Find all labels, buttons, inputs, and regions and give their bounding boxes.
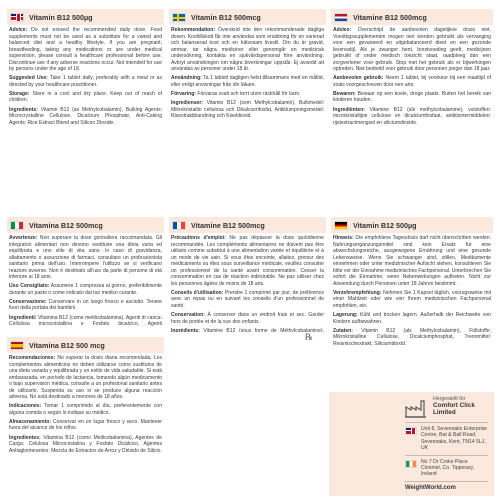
panel-es-header (7, 337, 164, 353)
panel-it-storage: Conservazione: Conservare in un luogo fresco e asciutto. Tenere fuori dalla portata dei bambini. (9, 298, 162, 312)
panel-de-header (331, 217, 493, 233)
panel-it-title: Vitamina B12 500mcg (29, 220, 103, 230)
panel-fr-usage: Conseils d'utilisation: Prendre 1 comprimé par jour, de préférence avec un repas ou en suivant les conseils d'un professionnel de santé. (171, 289, 324, 309)
panel-nl-usage: Aanbevolen gebruik: Neem 1 tablet, bij voorkeur bij een maaltijd of zoals voorgeschreven door een arts. (333, 75, 491, 88)
fr-flag-icon (172, 221, 186, 230)
panel-es-storage: Almacenamiento: Conservar en un lugar fresco y seco. Mantener fuera del alcance de los niños. (9, 418, 162, 432)
panel-se-usage: Användning: Ta 1 tablett dagligen helst tillsammans med en måltid, eller enligt anvisningar från din läkare. (171, 75, 324, 88)
manufacturer-ie-address: No 7 Dr Croke Place Clonmel, Co. Tipperary, Ireland (421, 458, 475, 478)
panel-it (7, 217, 164, 327)
uk-flag-icon (10, 13, 24, 22)
uk-flag-icon (405, 427, 417, 435)
panel-se-storage: Förvaring: Förvaras svalt och torrt utom räckhåll för barn. (171, 90, 301, 97)
panel-se-title: Vitamin B12 500mcg (191, 12, 261, 22)
panel-se (169, 9, 326, 214)
r-icon: ℞ (305, 332, 314, 342)
panel-es-body (7, 355, 164, 454)
panel-nl-body (331, 27, 493, 126)
panel-fr-title: Vitamine B12 500mcg (191, 220, 265, 230)
panel-en-usage: Suggested Use: Take 1 tablet daily, preferably with a meal or as directed by your healthcare practitioner. (9, 75, 162, 88)
panel-de-storage: Lagerung: Kühl und trocken lagern. Außerhalb der Reichweite von Kindern aufbewahren. (333, 312, 491, 325)
panel-it-advice: Avvertenze: Non superare la dose giornaliera raccomandata. Gli integratori alimentari non devono sostituire una dieta varia ed equilibrata e uno stile di vita sano. In caso di gravidanza, allattamento o assunzione di farmaci, consultare un professionista sanitario prima dell'uso. Interrompere l'utilizzo se si verificano reazioni avverse. Non è destinato all'uso da parte di persone di età inferiore ai 18 anni. (9, 235, 162, 281)
es-flag-icon (10, 341, 24, 350)
de-flag-icon (334, 221, 348, 230)
panel-it-body (7, 235, 164, 327)
panel-de (331, 217, 493, 387)
panel-es-ingredients: Ingredientes: Vitamina B12 (como Metilcobalamina), Agentes de Carga: Celulosa Microcristalina y Fosfato Dicálcico, Agentes Antiaglomerantes: Mezcla de Extractos de Arroz y Dióxido de Silicio. (9, 434, 162, 454)
manufacturer-divider (405, 455, 488, 456)
panel-nl (331, 9, 493, 214)
panel-nl-header (331, 9, 493, 25)
panel-de-body (331, 235, 493, 347)
panel-es-usage: Indicaciones: Tomar 1 comprimido al día, preferentemente con alguna comida o según lo indique su médico. (9, 403, 162, 416)
manufacturer-divider (405, 481, 488, 482)
panel-de-title: Vitamin B12 500µg (353, 220, 417, 230)
panel-es-title: Vitamina B12 500 mcg (29, 340, 105, 350)
panel-fr-ingredients: Ingrédients: Vitamine B12 (sous forme de Méthylcobalamine), (171, 327, 324, 332)
se-flag-icon (172, 13, 186, 22)
panel-fr-header (169, 217, 326, 233)
panel-nl-title: Vitamine B12 500mcg (353, 12, 427, 22)
panel-it-usage: Uso Consigliato: Assumere 1 compressa al giorno, preferibilmente durante un pasto o come indicato dal tuo medico curante. (9, 283, 162, 296)
manufacturer-heading (433, 396, 488, 419)
panel-en-advice: Advice: Do not exceed the recommended daily dose. Food supplements must not be used as a substitute for a varied and balanced diet and a healthy lifestyle. If you are pregnant, breastfeeding, taking any medications or are under medical supervision, please consult a healthcare professional before use. Discontinue use if any adverse reactions occur. Not intended for use by persons under the age of 18. (9, 27, 162, 73)
panel-en-body (7, 27, 164, 126)
manufacturer-block (329, 392, 494, 496)
factory-icon (405, 398, 427, 418)
panel-de-usage: Verzehrempfehlung: Nehmen Sie 1 Kapsel täglich, vorzugsweise mit einer Mahlzeit oder wie von Ihrem medizinischen Fachpersonal empfohlen, ein. (333, 289, 491, 309)
panel-en-ingredients: Ingredients: Vitamin B12 (as Methylcobalamin), Bulking Agents: Microcrystalline Cellulose, Dicalcium Phosphate, Anti-Caking Agents: Rice Extract Blend and Silicon Dioxide. (9, 106, 162, 126)
panel-fr-body (169, 235, 326, 332)
manufacturer-uk-row (405, 426, 488, 452)
panel-fr-advice: Précautions d'emploi: Ne pas dépasser la dose quotidienne recommandée. Les compléments alimentaires ne doivent pas être utilisés comme substitut à une alimentation variée et équilibrée et à un mode de vie sain. Si vous êtes enceinte, allaitez, prenez des médicaments ou êtes sous surveillance médicale, veuillez consulter un professionnel de la santé avant consommation. Cesser la consommation en cas de réaction indésirable. Ne pas utiliser chez les personnes âgées de moins de 18 ans. (171, 235, 324, 287)
manufacturer-ie-row (405, 459, 488, 478)
panel-nl-ingredients: Ingrediënten: Vitamine B12 (als methylcobalamine), vulstoffen: microkristallijne cellulose en dicalciumfosfaat, antiklontermiddelen: rijstextractmengsel en siliciumdioxide. (333, 106, 491, 126)
panel-en-title: Vitamin B12 500µg (29, 12, 93, 22)
panel-it-ingredients: Ingredienti: Vitamina B12 (come metilcobalamina), Agenti di carica: Cellulosa microcristallina e Fosfato bicalcico, Agenti (9, 314, 162, 327)
manufacturer-company: Comfort Click Limited (433, 402, 475, 416)
panel-fr-storage: Conservation: À conserver dans un endroit frais et sec. Garder hors de portée et de la vue des enfants. (171, 312, 324, 325)
panel-fr (169, 217, 326, 332)
panel-en (7, 9, 164, 214)
panel-en-header (7, 9, 164, 25)
panel-en-storage: Storage: Store in a cool and dry place. Keep out of reach of children. (9, 90, 162, 104)
nl-flag-icon (334, 13, 348, 22)
panel-se-ingredients: Ingredienser: Vitamin B12 (som Methylcobalamin), Bulkmedel: Mikrokristallin cellulosa och Dikalciumfosfat, Antiklumpningsmedel: Risextraktblandning och Kiseldioxid. (171, 99, 324, 120)
panel-it-header (7, 217, 164, 233)
panel-se-body (169, 27, 326, 120)
ie-flag-icon (405, 460, 417, 468)
website-link[interactable]: WeightWorld.com (405, 484, 456, 491)
it-flag-icon (10, 221, 24, 230)
manufacturer-uk-address: Unit 8, Sevenoaks Enterprise Centre, Bat & Ball Road, Sevenoaks, Kent, TN14 5LJ, UK (421, 426, 487, 452)
panel-nl-advice: Advies: Overschrijd de aanbevolen dagelijkse dosis niet. Voedingssupplementen mogen niet worden gebruikt als vervanging voor een gevarieerd en uitgebalanceerd dieet en een gezonde levensstijl. Als je zwanger bent, borstvoeding geeft, medicijnen gebruikt of onder medisch toezicht staat, raadpleeg dan een zorgverlener voor gebruik. Stop met het gebruik als er bijwerkingen optreden. Niet bedoeld voor gebruik door personen jonger dan 18 jaar. (333, 27, 491, 73)
panel-se-advice: Rekommendation: Överskrid inte den rekommenderade dagliga dosen. Kosttillskott får inte användas som ersättning för en varierad och balanserad kost och en hälsosam livsstil. Om du är gravid, ammar, tar några mediciner eller genomgår en medicinsk undersökning, kontakta en sjukvårdspersonal före användning. Avbryt användningen om några biverkningar uppstår. Ej avsedd att användas av personer under 18 år. (171, 27, 324, 73)
panel-es (7, 337, 164, 497)
manufacturer-divider (405, 422, 488, 423)
panel-nl-storage: Bewaren: Bewaar op een koele, droge plaats. Buiten het bereik van kinderen houden. (333, 90, 491, 104)
panel-se-header (169, 9, 326, 25)
manufacturer-label: Hergestellt für (433, 396, 466, 402)
panel-de-advice: Hinweis: Die empfohlene Tagesdosis darf nicht überschritten werden. Nahrungsergänzungsmittel sind kein Ersatz für eine abwechslungsreiche, ausgewogene Ernährung und eine gesunde Lebensweise. Wenn Sie schwanger sind, stillen, Medikamente einnehmen oder unter medizinischer Aufsicht stehen, konsultieren Sie bitte vor der Einnahme medizinisches Fachpersonal. Unterbrechen Sie sofort die Einnahme, wenn Nebenwirkungen auftreten. Nicht zur Anwendung durch Personen unter 18 Jahren bestimmt. (333, 235, 491, 287)
panel-es-advice: Recomendaciones: No superar la dosis diaria recomendada. Los complementos alimenticios no deben utilizarse como sustitutos de una dieta variada y equilibrada y un estilo de vida saludable. Si está embarazada, en período de lactancia, tomando algún medicamento o bajo supervisión médica, consulte a un profesional sanitario antes de utilizarlo. Suspenda su uso si se produce alguna reacción adversa. No está destinado a menores de 18 años. (9, 355, 162, 401)
panel-de-ingredients: Zutaten: Vitamin B12 (als Methylcobalamin), Füllstoffe: Mikrokristalline Cellulose, Dicalciumphosphat, Trennmittel: Reismischextrakt, Siliciumdioxid. (333, 327, 491, 347)
